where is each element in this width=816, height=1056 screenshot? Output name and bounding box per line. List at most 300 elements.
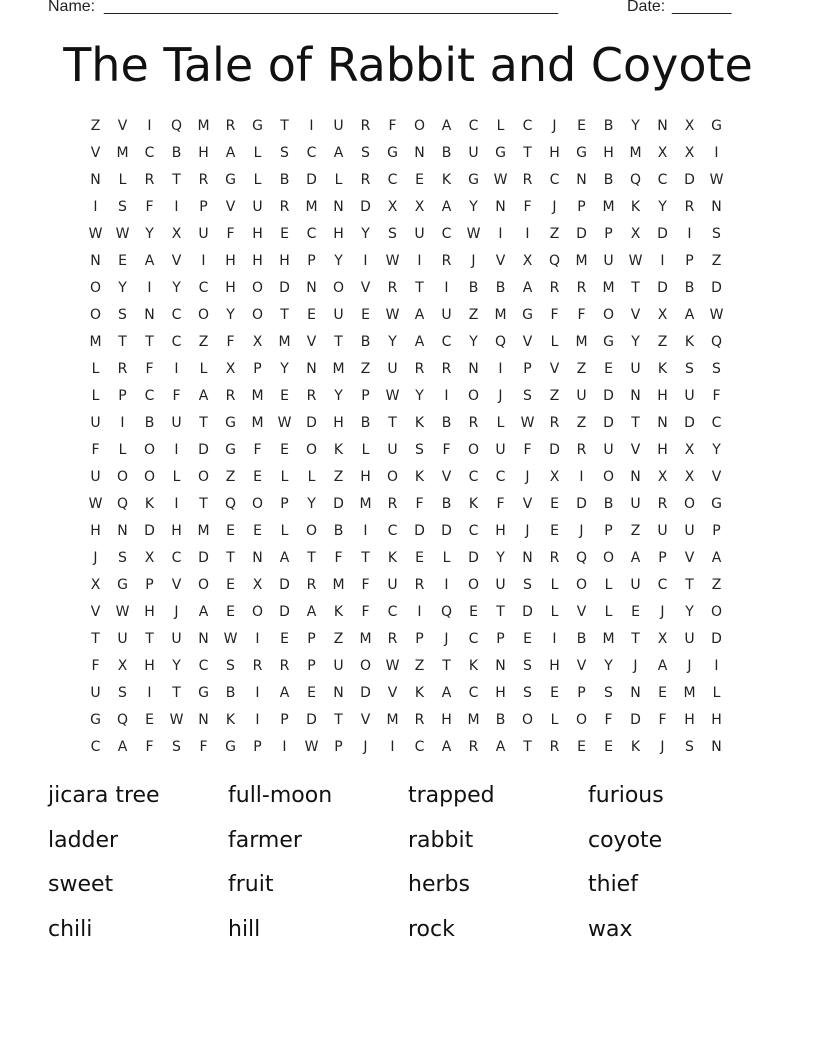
grid-letter: U [387,361,398,377]
grid-letter: F [712,388,721,404]
grid-letter: Q [548,253,561,269]
grid-letter: D [549,442,560,458]
grid-letter: O [575,712,588,728]
grid-letter: R [468,415,479,431]
grid-letter: S [361,145,370,161]
grid-letter: W [169,712,184,728]
grid-letter: F [658,712,667,728]
grid-letter: W [385,307,400,323]
grid-letter: U [576,388,587,404]
grid-letter: Y [469,334,478,350]
grid-letter: P [577,685,586,701]
grid-letter: R [441,361,452,377]
grid-letter: I [417,253,422,269]
grid-letter: N [711,739,722,755]
grid-letter: E [226,577,235,593]
grid-letter: M [629,145,642,161]
grid-letter: Z [468,307,479,323]
grid-letter: X [414,199,425,215]
grid-letter: V [90,145,101,161]
grid-letter: P [280,496,289,512]
grid-letter: K [414,415,425,431]
grid-letter: M [332,361,345,377]
grid-letter: Y [118,280,127,296]
grid-letter: Y [307,496,316,512]
grid-letter: I [444,577,449,593]
grid-letter: Y [631,334,640,350]
grid-letter: C [549,172,560,188]
grid-letter: O [89,307,102,323]
grid-letter: I [255,685,260,701]
grid-letter: S [226,658,235,674]
grid-letter: L [280,523,289,539]
grid-letter: O [575,577,588,593]
grid-letter: F [415,496,424,512]
grid-letter: N [252,550,263,566]
grid-letter: B [684,280,695,296]
grid-letter: C [171,550,182,566]
grid-letter: Y [334,253,343,269]
grid-letter: V [495,253,506,269]
grid-letter: I [147,685,152,701]
grid-letter: T [361,550,370,566]
grid-letter: W [385,253,400,269]
grid-letter: M [305,199,318,215]
grid-letter: N [630,469,641,485]
grid-letter: J [498,388,503,404]
grid-letter: J [660,739,665,755]
grid-letter: M [359,631,372,647]
grid-letter: W [277,415,292,431]
grid-letter: J [444,631,449,647]
grid-letter: F [388,118,397,134]
grid-letter: F [334,550,343,566]
grid-letter: U [387,577,398,593]
grid-letter: F [226,334,235,350]
grid-letter: Z [549,388,560,404]
grid-letter: A [441,199,452,215]
grid-letter: P [199,199,208,215]
header [48,0,748,20]
grid-letter: L [550,334,559,350]
grid-letter: C [468,631,479,647]
grid-letter: E [118,253,127,269]
grid-letter: E [550,496,559,512]
grid-letter: C [441,226,452,242]
grid-letter: C [387,172,398,188]
grid-letter: O [413,118,426,134]
grid-letter: K [144,496,155,512]
grid-letter: L [253,145,262,161]
grid-letter: I [309,118,314,134]
grid-letter: V [522,496,533,512]
grid-letter: D [306,712,317,728]
grid-letter: A [630,550,641,566]
grid-letter: T [145,334,154,350]
grid-letter: O [602,550,615,566]
grid-letter: N [657,415,668,431]
grid-letter: Z [576,415,587,431]
grid-letter: G [711,118,722,134]
grid-letter: R [306,388,317,404]
grid-letter: W [115,604,130,620]
grid-letter: E [550,523,559,539]
grid-letter: G [225,172,236,188]
grid-letter: Z [630,523,641,539]
grid-letter: G [90,712,101,728]
grid-letter: X [657,307,668,323]
grid-letter: O [467,577,480,593]
grid-letter: T [118,334,127,350]
grid-letter: Y [469,199,478,215]
grid-letter: R [306,577,317,593]
grid-letter: S [118,685,127,701]
grid-letter: P [712,523,721,539]
grid-row [82,707,742,734]
grid-letter: U [333,658,344,674]
grid-letter: F [604,712,613,728]
grid-letter: G [252,118,263,134]
grid-letter: E [226,604,235,620]
grid-letter: V [441,469,452,485]
grid-letter: Y [172,280,181,296]
name-label: Name: [48,0,96,15]
grid-letter: L [307,469,316,485]
grid-letter: W [520,415,535,431]
grid-letter: C [387,604,398,620]
grid-letter: H [279,253,290,269]
grid-letter: F [496,496,505,512]
grid-letter: A [684,307,695,323]
grid-letter: Q [629,172,642,188]
grid-letter: U [468,145,479,161]
grid-letter: P [334,739,343,755]
grid-letter: L [118,442,127,458]
grid-letter: R [387,631,398,647]
grid-letter: T [280,118,289,134]
grid-letter: L [496,415,505,431]
word-bank-item: thief [588,872,638,897]
grid-letter: L [118,172,127,188]
grid-letter: E [361,307,370,323]
grid-row [82,275,742,302]
grid-letter: M [494,307,507,323]
grid-letter: U [90,685,101,701]
grid-letter: C [306,145,317,161]
grid-letter: I [174,199,179,215]
grid-letter: S [685,361,694,377]
grid-letter: T [631,280,640,296]
grid-letter: P [604,226,613,242]
grid-letter: D [279,280,290,296]
grid-letter: E [577,739,586,755]
grid-letter: C [657,172,668,188]
grid-letter: J [552,118,557,134]
grid-letter: D [630,712,641,728]
grid-letter: P [604,523,613,539]
grid-letter: C [468,469,479,485]
grid-letter: V [630,442,641,458]
grid-letter: K [441,172,452,188]
grid-letter: K [414,469,425,485]
grid-letter: P [145,577,154,593]
grid-letter: L [496,118,505,134]
grid-letter: R [252,658,263,674]
grid-row [82,329,742,356]
grid-letter: Z [225,469,236,485]
grid-letter: S [712,361,721,377]
grid-letter: R [441,253,452,269]
grid-letter: X [171,226,182,242]
grid-letter: H [198,145,209,161]
grid-letter: F [145,739,154,755]
grid-letter: S [280,145,289,161]
grid-letter: A [144,253,155,269]
grid-letter: F [550,307,559,323]
grid-letter: A [306,604,317,620]
grid-letter: V [90,604,101,620]
grid-letter: F [523,442,532,458]
grid-letter: B [495,712,506,728]
grid-letter: P [685,253,694,269]
grid-letter: A [117,739,128,755]
grid-letter: Q [494,334,507,350]
grid-letter: C [522,118,533,134]
grid-letter: J [687,658,692,674]
grid-letter: R [225,388,236,404]
grid-letter: L [199,361,208,377]
grid-letter: W [709,307,724,323]
grid-letter: J [633,658,638,674]
grid-letter: D [306,415,317,431]
grid-letter: I [174,496,179,512]
grid-letter: W [115,226,130,242]
grid-letter: T [172,172,181,188]
grid-row [82,302,742,329]
grid-letter: L [253,172,262,188]
grid-letter: Y [415,388,424,404]
grid-letter: R [279,199,290,215]
grid-letter: X [144,550,155,566]
grid-letter: A [333,145,344,161]
grid-letter: M [278,334,291,350]
grid-letter: T [631,415,640,431]
grid-letter: B [360,415,371,431]
grid-letter: U [630,496,641,512]
grid-letter: I [147,280,152,296]
grid-letter: E [604,361,613,377]
grid-letter: U [414,226,425,242]
grid-letter: X [387,199,398,215]
grid-letter: I [552,631,557,647]
grid-letter: U [684,388,695,404]
grid-letter: T [145,631,154,647]
grid-letter: L [604,604,613,620]
grid-letter: Y [226,307,235,323]
grid-letter: O [197,469,210,485]
grid-letter: I [282,739,287,755]
grid-letter: U [198,226,209,242]
grid-letter: N [522,550,533,566]
grid-letter: I [147,118,152,134]
grid-letter: N [333,685,344,701]
grid-letter: T [307,550,316,566]
grid-letter: I [714,145,719,161]
grid-letter: H [495,523,506,539]
grid-letter: P [253,361,262,377]
grid-letter: V [522,334,533,350]
word-bank-item: farmer [228,827,302,853]
word-bank [48,776,768,954]
grid-letter: U [630,361,641,377]
word-bank-item: sweet [48,872,114,897]
grid-letter: B [495,280,506,296]
grid-letter: H [711,712,722,728]
grid-letter: I [444,388,449,404]
grid-letter: J [525,469,530,485]
grid-letter: P [307,631,316,647]
grid-letter: U [387,442,398,458]
grid-letter: C [144,388,155,404]
grid-letter: Y [658,199,667,215]
grid-letter: I [579,469,584,485]
grid-row [82,572,742,599]
grid-letter: X [684,442,695,458]
grid-letter: R [414,577,425,593]
grid-letter: V [630,307,641,323]
grid-letter: C [198,280,209,296]
grid-letter: S [523,658,532,674]
grid-letter: G [495,145,506,161]
grid-letter: O [116,469,129,485]
grid-letter: T [199,496,208,512]
grid-letter: D [414,523,425,539]
grid-letter: P [118,388,127,404]
word-bank-item: jicara tree [48,783,160,808]
word-bank-item: rabbit [408,827,474,853]
grid-letter: U [657,523,668,539]
grid-letter: B [225,685,236,701]
grid-letter: I [525,226,530,242]
grid-letter: W [466,226,481,242]
grid-letter: U [90,415,101,431]
grid-letter: A [414,334,425,350]
grid-letter: G [576,145,587,161]
grid-letter: X [684,469,695,485]
grid-letter: C [657,577,668,593]
grid-letter: N [630,685,641,701]
grid-letter: X [630,226,641,242]
grid-letter: A [414,307,425,323]
grid-letter: V [711,469,722,485]
word-bank-item: wax [588,916,633,942]
grid-letter: O [359,658,372,674]
grid-letter: X [117,658,128,674]
grid-row [82,545,742,572]
grid-letter: Q [710,334,723,350]
grid-letter: S [523,388,532,404]
grid-letter: O [467,442,480,458]
grid-letter: M [575,253,588,269]
grid-letter: Z [360,361,371,377]
grid-letter: K [684,334,695,350]
grid-letter: T [280,307,289,323]
word-bank-item: fruit [228,872,274,897]
grid-letter: G [711,496,722,512]
grid-letter: C [198,658,209,674]
grid-letter: K [630,199,641,215]
grid-letter: M [602,280,615,296]
grid-letter: V [549,361,560,377]
grid-letter: G [225,415,236,431]
grid-letter: B [333,523,344,539]
grid-letter: P [361,388,370,404]
grid-row [82,464,742,491]
grid-letter: Y [361,226,370,242]
grid-letter: C [306,226,317,242]
grid-letter: I [174,442,179,458]
grid-letter: N [576,172,587,188]
grid-letter: Y [631,118,640,134]
grid-letter: Y [334,388,343,404]
word-bank-item: hill [228,916,261,942]
grid-letter: D [468,550,479,566]
grid-letter: P [253,739,262,755]
grid-letter: R [684,199,695,215]
grid-letter: Z [711,253,722,269]
grid-letter: U [603,442,614,458]
grid-letter: O [251,604,264,620]
grid-letter: R [387,280,398,296]
word-bank-item: herbs [408,872,470,897]
grid-letter: B [576,631,587,647]
grid-letter: U [441,307,452,323]
grid-letter: G [225,442,236,458]
grid-row [82,383,742,410]
grid-letter: L [91,361,100,377]
grid-letter: W [88,496,103,512]
grid-letter: N [711,199,722,215]
grid-row [82,518,742,545]
grid-letter: A [495,739,506,755]
grid-letter: P [658,550,667,566]
grid-letter: H [144,604,155,620]
grid-letter: E [658,685,667,701]
grid-letter: J [363,739,368,755]
grid-letter: M [602,631,615,647]
grid-letter: X [549,469,560,485]
grid-letter: D [198,550,209,566]
grid-letter: O [602,307,615,323]
grid-letter: K [333,604,344,620]
grid-letter: D [306,172,317,188]
grid-letter: X [684,118,695,134]
word-bank-item: chili [48,916,93,942]
grid-letter: D [603,415,614,431]
grid-letter: E [577,118,586,134]
grid-letter: Z [414,658,425,674]
grid-letter: K [387,550,398,566]
grid-letter: B [603,496,614,512]
grid-letter: I [363,253,368,269]
grid-letter: P [280,712,289,728]
grid-letter: U [90,469,101,485]
grid-letter: X [657,145,668,161]
grid-letter: K [630,739,641,755]
grid-letter: I [93,199,98,215]
grid-letter: H [333,415,344,431]
grid-letter: B [144,415,155,431]
